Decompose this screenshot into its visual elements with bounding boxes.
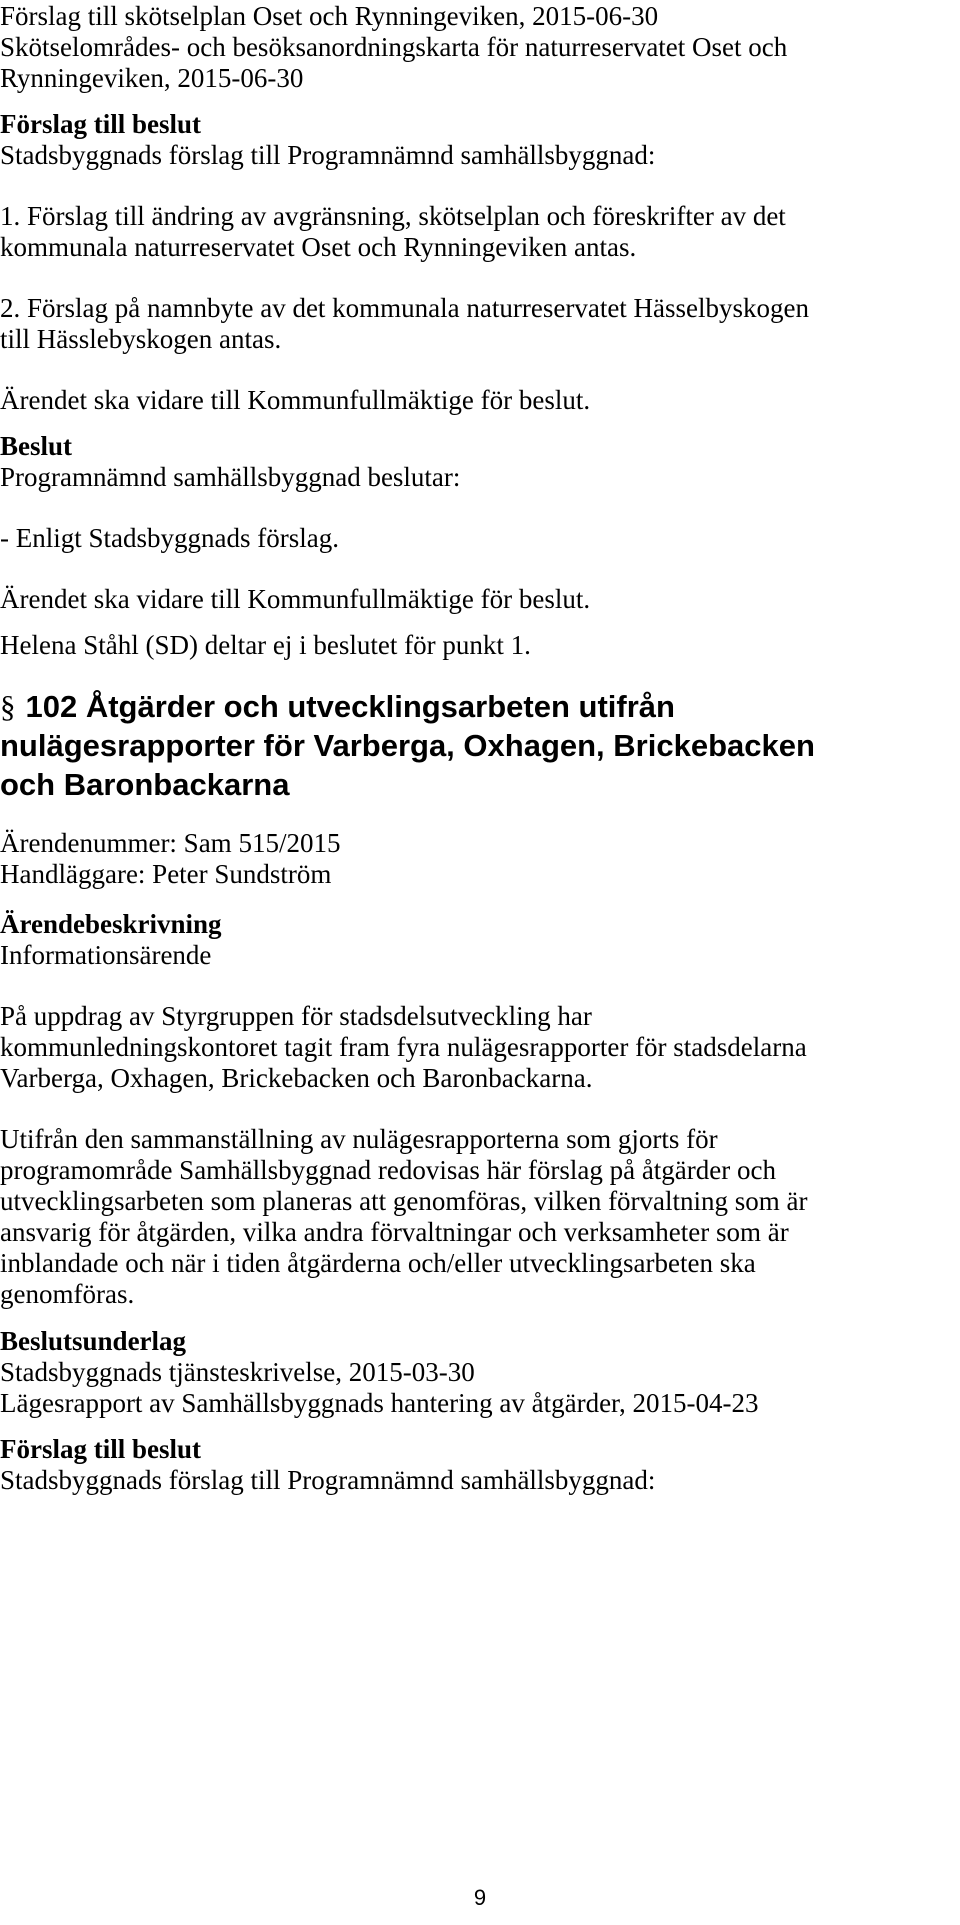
paragraph-line: ansvarig för åtgärden, vilka andra förvaltningar och verksamheter som är <box>0 1217 789 1247</box>
heading-forslag-till-beslut: Förslag till beslut <box>0 1434 201 1464</box>
list-item-2: 2. Förslag på namnbyte av det kommunala naturreservatet Hässelbyskogen <box>0 293 810 323</box>
list-item-2-cont: till Hässlebyskogen antas. <box>0 324 282 354</box>
section-sign: § <box>0 689 16 724</box>
section-title-line: och Baronbackarna <box>0 767 290 802</box>
case-officer: Handläggare: Peter Sundström <box>0 859 332 889</box>
section-title-line: 102 Åtgärder och utvecklingsarbeten utifrån <box>25 689 675 724</box>
attachment-line: Förslag till skötselplan Oset och Rynningeviken, 2015-06-30 <box>0 1 659 31</box>
paragraph-line: Utifrån den sammanställning av nulägesrapporterna som gjorts för <box>0 1124 718 1154</box>
paragraph-line: inblandade och när i tiden åtgärderna och/eller utvecklingsarbeten ska <box>0 1248 756 1278</box>
section-title-line: nulägesrapporter för Varberga, Oxhagen, Brickebacken <box>0 728 815 763</box>
paragraph-line: Varberga, Oxhagen, Brickebacken och Baronbackarna. <box>0 1063 593 1093</box>
paragraph-line: programområde Samhällsbyggnad redovisas här förslag på åtgärder och <box>0 1155 776 1185</box>
paragraph-line: genomföras. <box>0 1279 135 1309</box>
heading-forslag-till-beslut: Förslag till beslut <box>0 109 201 139</box>
paragraph-line: Stadsbyggnads förslag till Programnämnd samhällsbyggnad: <box>0 1465 656 1495</box>
attachment-line: Skötselområdes- och besöksanordningskarta för naturreservatet Oset och <box>0 32 788 62</box>
document-reference: Lägesrapport av Samhällsbyggnads hantering av åtgärder, 2015-04-23 <box>0 1388 759 1418</box>
list-item-1: 1. Förslag till ändring av avgränsning, skötselplan och föreskrifter av det <box>0 201 786 231</box>
case-number: Ärendenummer: Sam 515/2015 <box>0 828 341 858</box>
paragraph-line: Stadsbyggnads förslag till Programnämnd samhällsbyggnad: <box>0 140 656 170</box>
heading-arendebeskrivning: Ärendebeskrivning <box>0 909 222 939</box>
list-item-1-cont: kommunala naturreservatet Oset och Rynningeviken antas. <box>0 232 637 262</box>
paragraph-line: Informationsärende <box>0 940 212 970</box>
page-number: 9 <box>473 1885 487 1910</box>
paragraph-line: utvecklingsarbeten som planeras att genomföras, vilken förvaltning som är <box>0 1186 808 1216</box>
paragraph-line: kommunledningskontoret tagit fram fyra nulägesrapporter för stadsdelarna <box>0 1032 807 1062</box>
document-reference: Stadsbyggnads tjänsteskrivelse, 2015-03-30 <box>0 1357 475 1387</box>
heading-beslutsunderlag: Beslutsunderlag <box>0 1326 187 1356</box>
paragraph-line: Programnämnd samhällsbyggnad beslutar: <box>0 462 461 492</box>
paragraph-line: Ärendet ska vidare till Kommunfullmäktige för beslut. <box>0 385 591 415</box>
paragraph-line: Helena Ståhl (SD) deltar ej i beslutet för punkt 1. <box>0 630 531 660</box>
section-heading <box>0 686 675 727</box>
paragraph-line: Ärendet ska vidare till Kommunfullmäktige för beslut. <box>0 584 591 614</box>
paragraph-line: - Enligt Stadsbyggnads förslag. <box>0 523 339 553</box>
paragraph-line: På uppdrag av Styrgruppen för stadsdelsutveckling har <box>0 1001 592 1031</box>
attachment-line: Rynningeviken, 2015-06-30 <box>0 63 304 93</box>
heading-beslut: Beslut <box>0 431 73 461</box>
